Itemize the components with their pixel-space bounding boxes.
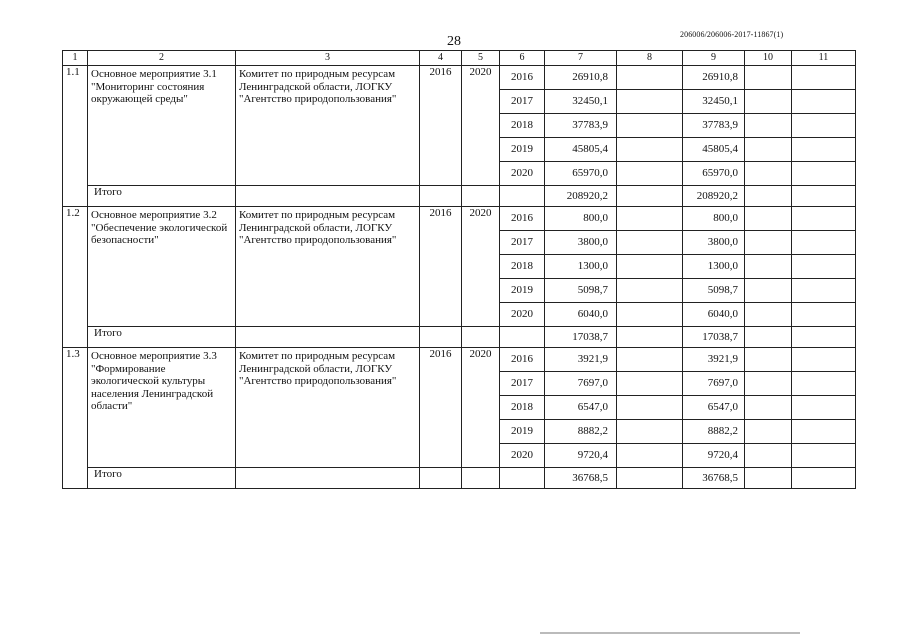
total-col8 — [617, 468, 683, 489]
header-row — [63, 51, 856, 66]
fiscal-year: 2016 — [500, 207, 545, 231]
amount-col9: 6547,0 — [683, 396, 745, 420]
amount-col11 — [792, 207, 856, 231]
end-year: 2020 — [462, 207, 500, 327]
table-row — [63, 66, 856, 90]
amount-col8 — [617, 114, 683, 138]
amount-total: 3921,9 — [545, 348, 617, 372]
amount-col9: 3800,0 — [683, 231, 745, 255]
amount-col8 — [617, 396, 683, 420]
amount-col8 — [617, 303, 683, 327]
total-start-empty — [420, 468, 462, 489]
amount-col9: 26910,8 — [683, 66, 745, 90]
amount-col10 — [745, 348, 792, 372]
amount-col11 — [792, 303, 856, 327]
amount-col8 — [617, 420, 683, 444]
amount-total: 8882,2 — [545, 420, 617, 444]
total-label: Итого — [88, 186, 236, 207]
fiscal-year: 2017 — [500, 90, 545, 114]
header-cell: 2 — [88, 51, 236, 66]
amount-col11 — [792, 420, 856, 444]
total-end-empty — [462, 468, 500, 489]
total-label: Итого — [88, 468, 236, 489]
amount-col11 — [792, 372, 856, 396]
total-label: Итого — [88, 327, 236, 348]
fiscal-year: 2017 — [500, 231, 545, 255]
amount-col8 — [617, 138, 683, 162]
total-org-empty — [236, 468, 420, 489]
measure-name: Основное мероприятие 3.2 "Обеспечение экологической безопасности" — [88, 207, 236, 327]
amount-col9: 800,0 — [683, 207, 745, 231]
fiscal-year: 2017 — [500, 372, 545, 396]
header-cell: 3 — [236, 51, 420, 66]
fiscal-year: 2018 — [500, 396, 545, 420]
end-year: 2020 — [462, 66, 500, 186]
amount-col8 — [617, 162, 683, 186]
header-cell: 11 — [792, 51, 856, 66]
amount-total: 6547,0 — [545, 396, 617, 420]
row-number: 1.1 — [63, 66, 88, 207]
amount-col9: 7697,0 — [683, 372, 745, 396]
total-start-empty — [420, 327, 462, 348]
amount-col9: 1300,0 — [683, 255, 745, 279]
amount-col8 — [617, 231, 683, 255]
amount-total: 800,0 — [545, 207, 617, 231]
total-amount: 208920,2 — [545, 186, 617, 207]
total-row — [63, 186, 856, 207]
amount-col9: 32450,1 — [683, 90, 745, 114]
executor-org: Комитет по природным ресурсам Ленинградской области, ЛОГКУ "Агентство природопользования" — [236, 66, 420, 186]
header-cell: 5 — [462, 51, 500, 66]
amount-col10 — [745, 114, 792, 138]
amount-col11 — [792, 348, 856, 372]
fiscal-year: 2018 — [500, 255, 545, 279]
amount-col11 — [792, 162, 856, 186]
total-org-empty — [236, 327, 420, 348]
amount-col8 — [617, 372, 683, 396]
header-cell: 10 — [745, 51, 792, 66]
fiscal-year: 2019 — [500, 138, 545, 162]
program-table — [62, 50, 856, 489]
amount-col8 — [617, 66, 683, 90]
amount-col10 — [745, 444, 792, 468]
total-col11 — [792, 186, 856, 207]
start-year: 2016 — [420, 207, 462, 327]
amount-col9: 8882,2 — [683, 420, 745, 444]
amount-col10 — [745, 420, 792, 444]
amount-col11 — [792, 396, 856, 420]
amount-col10 — [745, 162, 792, 186]
amount-col8 — [617, 279, 683, 303]
total-col9: 208920,2 — [683, 186, 745, 207]
total-amount: 17038,7 — [545, 327, 617, 348]
total-end-empty — [462, 186, 500, 207]
header-cell: 9 — [683, 51, 745, 66]
amount-col9: 65970,0 — [683, 162, 745, 186]
start-year: 2016 — [420, 348, 462, 468]
total-col10 — [745, 327, 792, 348]
total-col9: 17038,7 — [683, 327, 745, 348]
amount-col8 — [617, 207, 683, 231]
fiscal-year: 2019 — [500, 279, 545, 303]
executor-org: Комитет по природным ресурсам Ленинградской области, ЛОГКУ "Агентство природопользования" — [236, 348, 420, 468]
amount-total: 37783,9 — [545, 114, 617, 138]
row-number: 1.2 — [63, 207, 88, 348]
amount-total: 65970,0 — [545, 162, 617, 186]
amount-col9: 5098,7 — [683, 279, 745, 303]
start-year: 2016 — [420, 66, 462, 186]
amount-col9: 37783,9 — [683, 114, 745, 138]
amount-total: 7697,0 — [545, 372, 617, 396]
amount-col10 — [745, 279, 792, 303]
total-col8 — [617, 327, 683, 348]
total-start-empty — [420, 186, 462, 207]
fiscal-year: 2016 — [500, 66, 545, 90]
amount-col11 — [792, 90, 856, 114]
total-end-empty — [462, 327, 500, 348]
total-col9: 36768,5 — [683, 468, 745, 489]
measure-name: Основное мероприятие 3.3 "Формирование экологической культуры населения Ленинградской области" — [88, 348, 236, 468]
amount-col10 — [745, 303, 792, 327]
executor-org: Комитет по природным ресурсам Ленинградской области, ЛОГКУ "Агентство природопользования" — [236, 207, 420, 327]
total-org-empty — [236, 186, 420, 207]
total-col10 — [745, 468, 792, 489]
header-cell: 6 — [500, 51, 545, 66]
amount-total: 32450,1 — [545, 90, 617, 114]
total-col8 — [617, 186, 683, 207]
amount-total: 45805,4 — [545, 138, 617, 162]
amount-total: 3800,0 — [545, 231, 617, 255]
total-year-empty — [500, 327, 545, 348]
table-row — [63, 348, 856, 372]
row-number: 1.3 — [63, 348, 88, 489]
amount-col9: 45805,4 — [683, 138, 745, 162]
amount-col11 — [792, 444, 856, 468]
fiscal-year: 2020 — [500, 444, 545, 468]
end-year: 2020 — [462, 348, 500, 468]
amount-col10 — [745, 207, 792, 231]
document-code: 206006/206006-2017-11867(1) — [680, 30, 784, 39]
amount-col10 — [745, 138, 792, 162]
amount-total: 5098,7 — [545, 279, 617, 303]
amount-col9: 3921,9 — [683, 348, 745, 372]
fiscal-year: 2020 — [500, 303, 545, 327]
fiscal-year: 2020 — [500, 162, 545, 186]
total-year-empty — [500, 468, 545, 489]
fiscal-year: 2016 — [500, 348, 545, 372]
amount-col10 — [745, 66, 792, 90]
measure-name: Основное мероприятие 3.1 "Мониторинг состояния окружающей среды" — [88, 66, 236, 186]
total-col10 — [745, 186, 792, 207]
amount-col11 — [792, 114, 856, 138]
page-number: 28 — [447, 34, 461, 49]
amount-col11 — [792, 255, 856, 279]
total-col11 — [792, 327, 856, 348]
amount-col8 — [617, 348, 683, 372]
total-row — [63, 468, 856, 489]
total-col11 — [792, 468, 856, 489]
amount-col10 — [745, 396, 792, 420]
table-row — [63, 207, 856, 231]
amount-col10 — [745, 372, 792, 396]
amount-total: 26910,8 — [545, 66, 617, 90]
fiscal-year: 2018 — [500, 114, 545, 138]
total-year-empty — [500, 186, 545, 207]
amount-col11 — [792, 138, 856, 162]
amount-col11 — [792, 279, 856, 303]
header-cell: 7 — [545, 51, 617, 66]
amount-total: 1300,0 — [545, 255, 617, 279]
total-row — [63, 327, 856, 348]
amount-col8 — [617, 255, 683, 279]
total-amount: 36768,5 — [545, 468, 617, 489]
amount-col10 — [745, 231, 792, 255]
amount-col11 — [792, 66, 856, 90]
amount-col8 — [617, 90, 683, 114]
amount-total: 6040,0 — [545, 303, 617, 327]
amount-col9: 9720,4 — [683, 444, 745, 468]
fiscal-year: 2019 — [500, 420, 545, 444]
amount-col9: 6040,0 — [683, 303, 745, 327]
amount-col8 — [617, 444, 683, 468]
amount-col11 — [792, 231, 856, 255]
amount-total: 9720,4 — [545, 444, 617, 468]
header-cell: 1 — [63, 51, 88, 66]
amount-col10 — [745, 90, 792, 114]
table-body — [63, 66, 856, 489]
amount-col10 — [745, 255, 792, 279]
header-cell: 4 — [420, 51, 462, 66]
scan-artifact — [540, 632, 800, 634]
header-cell: 8 — [617, 51, 683, 66]
